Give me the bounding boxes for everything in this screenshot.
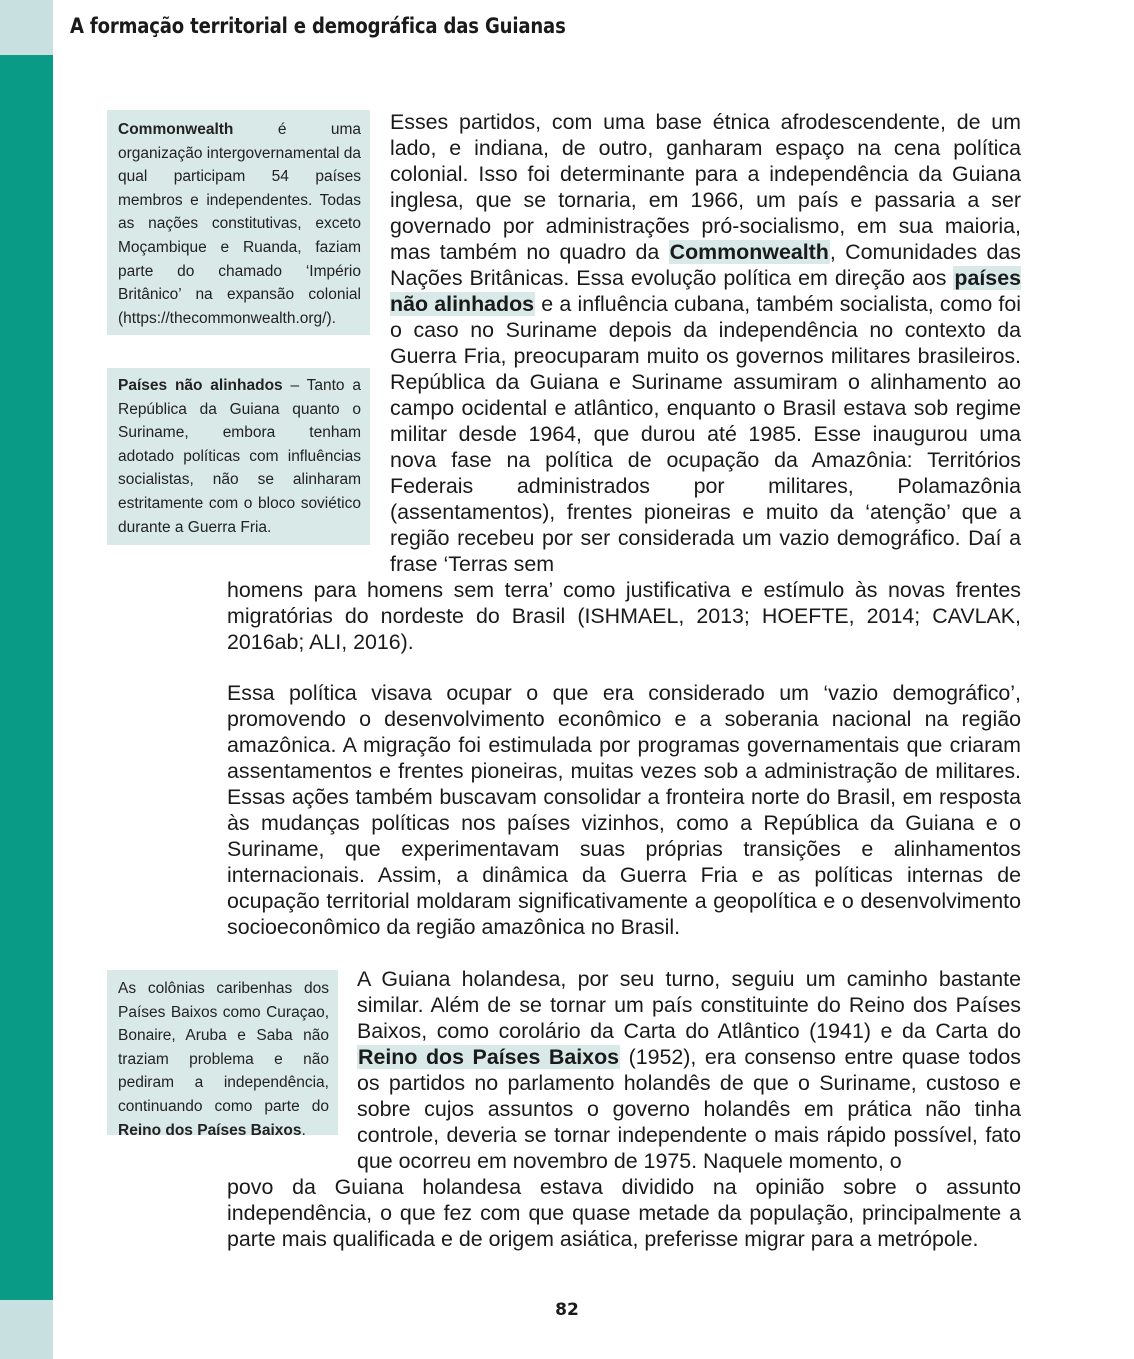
paragraph-text: , Comunidades das Nações Britânicas. Essa evolução política em direção aos	[390, 240, 1021, 290]
sidenote-colonias-caribenhas	[107, 970, 338, 1139]
sidenote-text: As colônias caribenhas dos Países Baixos como Curaçao, Bonaire, Aruba e Saba não traziam problema e não pediram a independência, continuando como parte do	[118, 980, 329, 1115]
paragraph-2: Essa política visava ocupar o que era considerado um ‘vazio demográfico’, promovendo o desenvolvimento econômico e a soberania nacional na região amazônica. A migração foi estimulada por programas governamentais que criaram assentamentos e frentes pioneiras, muitas vezes sob a administração de militares. Essas ações também buscavam consolidar a fronteira norte do Brasil, em resposta às mudanças políticas nos países vizinhos, como a República da Guiana e o Suriname, que experimentavam suas próprias transições e alinhamentos internacionais. Assim, a dinâmica da Guerra Fria e as políticas internas de ocupação territorial moldaram significativamente a geopolítica e o desenvolvimento socioeconômico da região amazônica no Brasil.	[227, 681, 1021, 939]
paragraph-text: (1952), era consenso entre quase todos os partidos no parlamento holandês de que o Suriname, custoso e sobre cujos assuntos o governo holandês em prática não tinha controle, deveria se tornar independente o mais rápido possível, fato que ocorreu em novembro de 1975. Naquele momento, o	[357, 1045, 1021, 1173]
paragraph-text: Esses partidos, com uma base étnica afrodescendente, de um lado, e indiana, de outro, ganharam espaço na cena política colonial. Isso foi determinante para a independência da Guiana inglesa, que se tornaria, em 1966, um país e passaria a ser governado por administrações pró-socialismo, em sua maioria, mas também no quadro da	[390, 110, 1021, 264]
paragraph-1-bottom: homens para homens sem terra’ como justificativa e estímulo às novas frentes migratórias do nordeste do Brasil (ISHMAEL, 2013; HOEFTE, 2014; CAVLAK, 2016ab; ALI, 2016).	[227, 578, 1021, 654]
highlight-paises-nao-alinhados: países não alinhados	[390, 266, 1021, 316]
sidenote-text: – Tanto a República da Guiana quanto o Suriname, embora tenham adotado políticas com influências socialistas, não se alinharam estritamente com o bloco soviético durante a Guerra Fria.	[118, 377, 361, 536]
paragraph-text: e a influência cubana, também socialista, como foi o caso no Suriname depois da independência no contexto da Guerra Fria, preocuparam muito os governos militares brasileiros. República da Guiana e Suriname assumiram o alinhamento ao campo ocidental e atlântico, enquanto o Brasil estava sob regime militar desde 1964, que durou até 1985. Esse inaugurou uma nova fase na política de ocupação da Amazônia: Territórios Federais administrados por militares, Polamazônia (assentamentos), frentes pioneiras e muito da ‘atenção’ que a região recebeu por ser considerada um vazio demográfico. Daí a frase ‘Terras sem	[390, 292, 1022, 576]
sidenote-term: Países não alinhados	[118, 377, 283, 394]
sidenote-end: .	[301, 1121, 306, 1139]
sidenote-term: Reino dos Países Baixos	[118, 1121, 302, 1139]
sidenote-commonwealth	[107, 110, 370, 335]
side-accent-bar	[0, 55, 53, 1300]
paragraph-3-bottom: povo da Guiana holandesa estava dividido na opinião sobre o assunto independência, o que fez com que quase metade da população, principalmente a parte mais qualificada e de origem asiática, preferisse migrar para a metrópole.	[227, 1175, 1021, 1251]
paragraph-text: A Guiana holandesa, por seu turno, seguiu um caminho bastante similar. Além de se tornar um país constituinte do Reino dos Países Baixos, como corolário da Carta do Atlântico (1941) e da Carta do	[357, 967, 1021, 1043]
side-bar-top	[0, 0, 53, 55]
page-header-title: A formação territorial e demográfica das Guianas	[70, 14, 566, 38]
highlight-reino-dos-paises-baixos: Reino dos Países Baixos	[358, 1045, 620, 1069]
paragraph-3-top	[357, 966, 1021, 1174]
paragraph-1-top	[390, 109, 1021, 577]
highlight-commonwealth: Commonwealth	[669, 240, 829, 264]
page-number: 82	[555, 1300, 579, 1320]
sidenote-text: é uma organização intergovernamental da qual participam 54 países membros e independentes. Todas as nações constitutivas, exceto Moçambique e Ruanda, faziam parte do chamado ‘Império Britânico’ na expansão colonial (https://thecommonwealth.org/).	[118, 121, 361, 327]
sidenote-paises-nao-alinhados	[107, 368, 370, 545]
sidenote-term: Commonwealth	[118, 121, 234, 138]
